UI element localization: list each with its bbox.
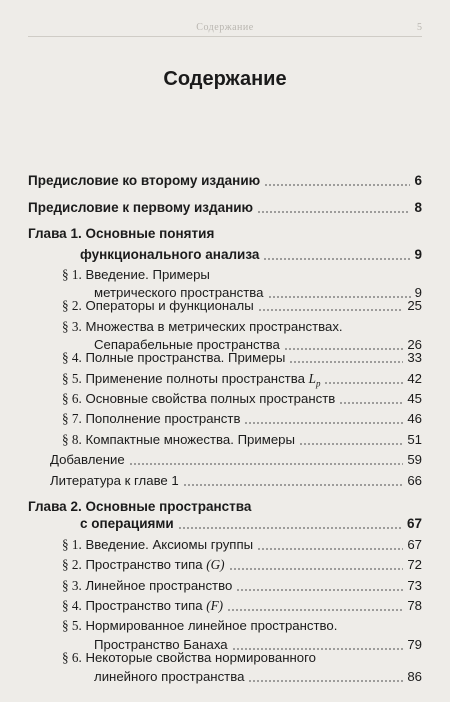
section-number: § 2. bbox=[62, 557, 82, 572]
toc-section-1-3-line bbox=[62, 317, 343, 337]
section-number: § 4. bbox=[62, 598, 82, 613]
entry-label: линейного пространства bbox=[94, 669, 245, 684]
toc-section-1-4-line bbox=[62, 348, 285, 368]
dot-leader bbox=[178, 527, 403, 529]
entry-label: Пространство типа bbox=[85, 598, 203, 613]
page-ref: 51 bbox=[407, 432, 422, 447]
entry-label: метрического пространства bbox=[94, 285, 264, 300]
running-head-title: Содержание bbox=[196, 22, 254, 33]
entry-label: Операторы и функционалы bbox=[85, 298, 254, 313]
page-ref: 25 bbox=[407, 298, 422, 313]
entry-label: Предисловие ко второму изданию bbox=[28, 173, 261, 188]
page-ref: 73 bbox=[407, 578, 422, 593]
entry-label: Литература к главе 1 bbox=[50, 473, 179, 488]
entry-label: Полные пространства. Примеры bbox=[85, 350, 286, 365]
dot-leader bbox=[183, 484, 403, 486]
entry-label: Введение. Аксиомы группы bbox=[85, 537, 254, 552]
entry-label: Некоторые свойства нормированного bbox=[85, 650, 316, 665]
page-ref: 59 bbox=[407, 452, 422, 467]
dot-leader bbox=[324, 382, 403, 384]
section-number: § 6. bbox=[62, 650, 82, 665]
page-ref: 66 bbox=[407, 473, 422, 488]
dot-leader bbox=[244, 422, 403, 424]
dot-leader bbox=[229, 568, 403, 570]
page-ref: 9 bbox=[414, 285, 422, 300]
toc-entry-preface-1-line bbox=[28, 198, 253, 218]
section-number: § 1. bbox=[62, 537, 82, 552]
entry-label: Сепарабельные пространства bbox=[94, 337, 280, 352]
page-ref: 72 bbox=[407, 557, 422, 572]
toc-section-1-7-line bbox=[62, 409, 240, 429]
dot-leader bbox=[264, 184, 410, 186]
entry-label: с операциями bbox=[80, 516, 174, 531]
entry-label: Применение полноты пространства bbox=[85, 371, 305, 386]
entry-label: Пространство Банаха bbox=[94, 637, 228, 652]
toc-section-1-6-line bbox=[62, 389, 335, 409]
toc-chapter-1-line bbox=[80, 245, 259, 265]
toc-section-2-6-line bbox=[94, 667, 244, 687]
page-ref: 8 bbox=[414, 200, 422, 215]
dot-leader bbox=[263, 258, 410, 260]
dot-leader bbox=[248, 680, 403, 682]
section-number: § 3. bbox=[62, 319, 82, 334]
page-ref: 86 bbox=[407, 669, 422, 684]
toc-addendum-line bbox=[50, 450, 125, 470]
math-subscript: p bbox=[315, 378, 321, 389]
toc-section-2-6-line bbox=[62, 648, 316, 668]
math-symbol: (G) bbox=[206, 557, 225, 572]
dot-leader bbox=[289, 361, 403, 363]
toc-section-2-1-line bbox=[62, 535, 253, 555]
dot-leader bbox=[236, 589, 403, 591]
dot-leader bbox=[284, 348, 403, 350]
page-ref: 9 bbox=[414, 247, 422, 262]
section-number: § 5. bbox=[62, 618, 82, 633]
entry-label: Предисловие к первому изданию bbox=[28, 200, 254, 215]
section-number: § 7. bbox=[62, 411, 82, 426]
page-ref: 26 bbox=[407, 337, 422, 352]
toc-section-2-5-line bbox=[62, 616, 337, 636]
entry-label: Добавление bbox=[50, 452, 125, 467]
section-number: § 6. bbox=[62, 391, 82, 406]
dot-leader bbox=[129, 463, 403, 465]
math-symbol: $L_p$ bbox=[308, 371, 321, 389]
entry-label: Глава 2. Основные пространства bbox=[28, 499, 252, 514]
entry-label: Пространство типа bbox=[85, 557, 203, 572]
toc-section-2-4-line bbox=[62, 596, 223, 616]
page-ref: 6 bbox=[414, 173, 422, 188]
page-ref: 67 bbox=[406, 516, 422, 531]
dot-leader bbox=[299, 443, 403, 445]
toc-section-2-2-line bbox=[62, 555, 225, 575]
entry-label: Компактные множества. Примеры bbox=[85, 432, 295, 447]
dot-leader bbox=[258, 309, 403, 311]
dot-leader bbox=[257, 548, 403, 550]
toc-literature-1-line bbox=[50, 471, 179, 491]
toc-section-1-2-line bbox=[62, 296, 254, 316]
page-number: 5 bbox=[417, 22, 422, 33]
entry-label: Глава 1. Основные понятия bbox=[28, 226, 215, 241]
entry-label: Множества в метрических пространствах. bbox=[85, 319, 343, 334]
entry-label: функционального анализа bbox=[80, 247, 260, 262]
toc-entry-preface-2-line bbox=[28, 171, 260, 191]
entry-label: Введение. Примеры bbox=[85, 267, 210, 282]
page-ref: 46 bbox=[407, 411, 422, 426]
toc-chapter-1-line bbox=[28, 224, 214, 244]
page-ref: 33 bbox=[407, 350, 422, 365]
math-symbol: (F) bbox=[206, 598, 224, 613]
page-ref: 78 bbox=[407, 598, 422, 613]
page-ref: 79 bbox=[407, 637, 422, 652]
section-number: § 1. bbox=[62, 267, 82, 282]
toc-section-1-1-line bbox=[62, 265, 210, 285]
dot-leader bbox=[268, 296, 411, 298]
section-number: § 8. bbox=[62, 432, 82, 447]
section-number: § 2. bbox=[62, 298, 82, 313]
page-ref: 45 bbox=[407, 391, 422, 406]
page-ref: 42 bbox=[407, 371, 422, 386]
entry-label: Линейное пространство bbox=[85, 578, 233, 593]
entry-label: Пополнение пространств bbox=[85, 411, 241, 426]
entry-label: Основные свойства полных пространств bbox=[85, 391, 336, 406]
entry-label: Нормированное линейное пространство. bbox=[85, 618, 338, 633]
toc-chapter-2-line bbox=[80, 514, 174, 534]
dot-leader bbox=[227, 609, 403, 611]
dot-leader bbox=[339, 402, 403, 404]
section-number: § 5. bbox=[62, 371, 82, 386]
section-number: § 4. bbox=[62, 350, 82, 365]
page-ref: 67 bbox=[407, 537, 422, 552]
toc-section-2-3-line bbox=[62, 576, 232, 596]
dot-leader bbox=[257, 211, 410, 213]
section-number: § 3. bbox=[62, 578, 82, 593]
page-title: Содержание bbox=[163, 68, 287, 90]
toc-section-1-8-line bbox=[62, 430, 295, 450]
